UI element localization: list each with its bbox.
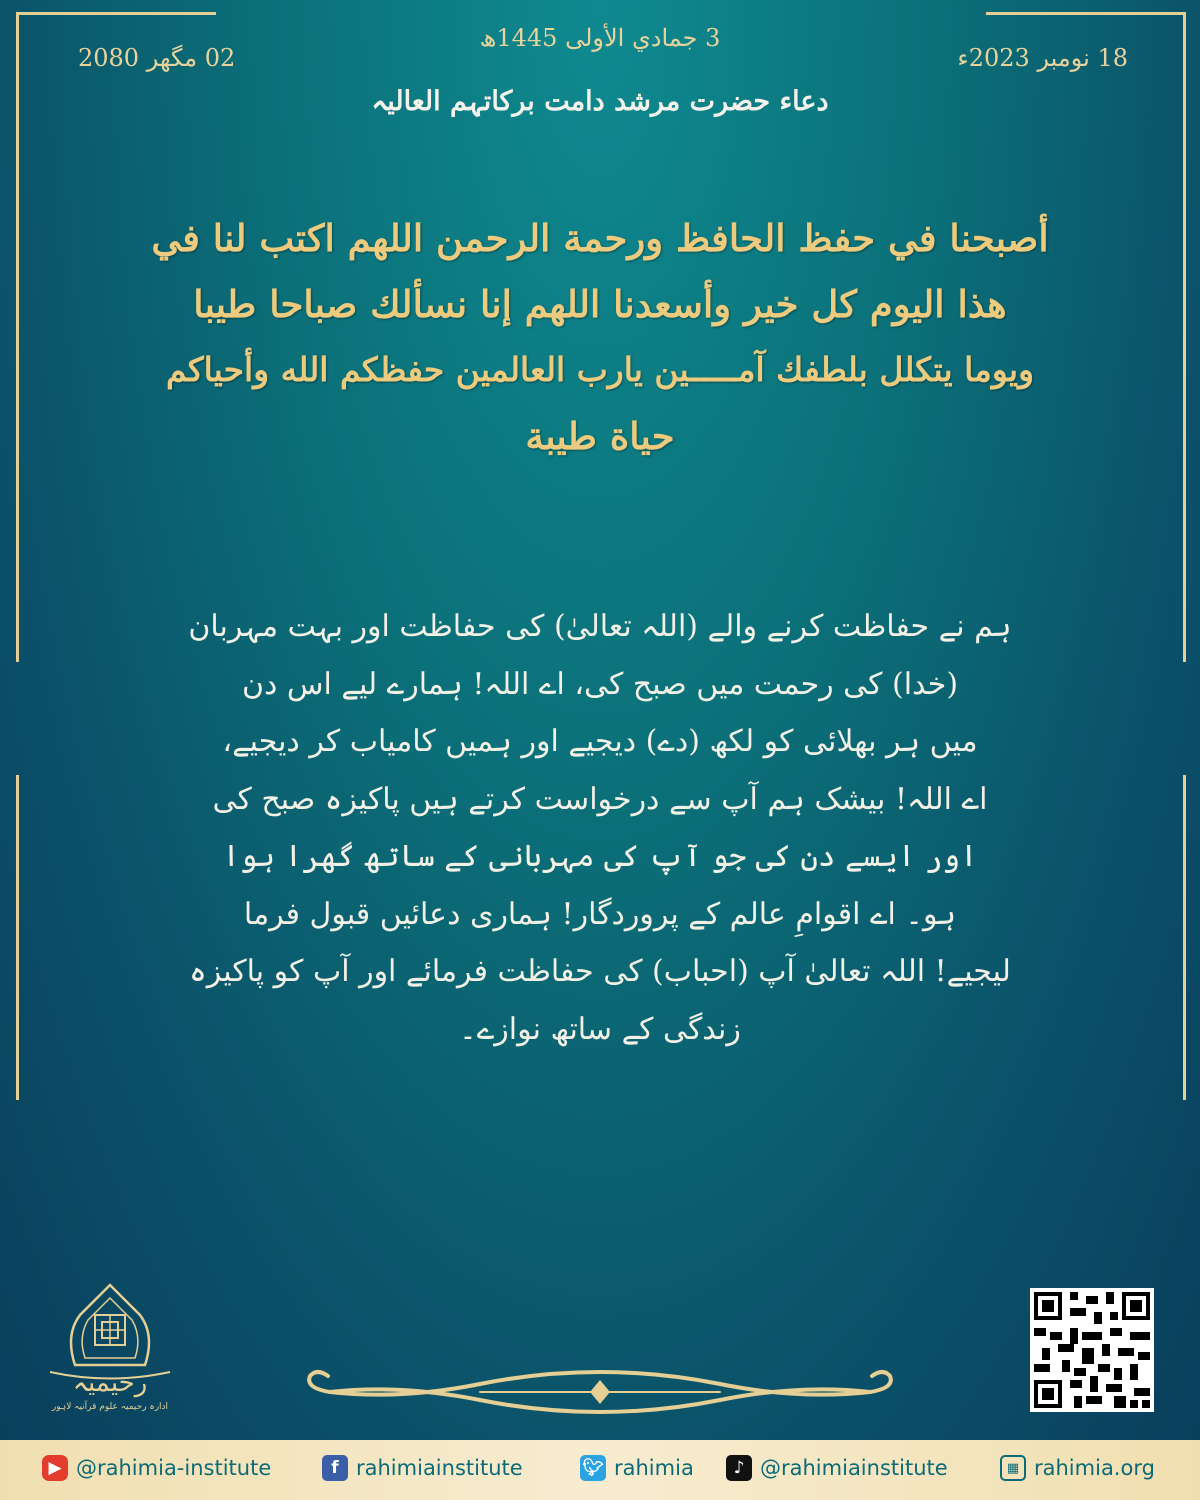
facebook-link[interactable] (322, 1455, 523, 1481)
qr-website-icon: ▦ (1000, 1455, 1026, 1481)
arabic-line: حياة طيبة (525, 414, 675, 458)
youtube-handle: @rahimia-institute (76, 1456, 272, 1480)
qr-code[interactable] (1030, 1288, 1154, 1412)
frame-top-left (16, 12, 216, 15)
ornament-divider-icon (300, 1362, 900, 1422)
youtube-icon: ▶ (42, 1455, 68, 1481)
frame-left-lower (16, 775, 19, 1100)
tiktok-link[interactable] (726, 1455, 948, 1481)
institute-logo (40, 1280, 180, 1420)
arabic-line: ويوما يتكلل بلطفك آمـــــين يارب العالمين حفظكم الله وأحياكم (165, 350, 1035, 389)
bikrami-date: 02 مگھر 2080 (78, 44, 236, 72)
urdu-line: زندگی کے ساتھ نوازے۔ (459, 1011, 741, 1047)
social-footer (0, 1440, 1200, 1500)
arabic-dua (70, 205, 1130, 469)
website-link[interactable] (1000, 1455, 1155, 1481)
facebook-handle: rahimiainstitute (356, 1456, 523, 1480)
facebook-icon: f (322, 1455, 348, 1481)
youtube-link[interactable] (42, 1455, 271, 1481)
logo-tagline: ادارہ رحیمیہ علوم قرآنیہ لاہور (51, 1402, 169, 1412)
logo-emblem-icon (40, 1280, 180, 1420)
frame-top-right (986, 12, 1186, 15)
urdu-translation (120, 598, 1080, 1058)
urdu-line: لیجیے! اللہ تعالیٰ آپ (احباب) کی حفاظت فرمائے اور آپ کو پاکیزہ (189, 954, 1011, 989)
twitter-link[interactable] (580, 1455, 694, 1481)
qr-code-icon (1034, 1292, 1150, 1408)
urdu-line: ہم نے حفاظت کرنے والے (اللہ تعالیٰ) کی حفاظت اور بہت مہربان (188, 609, 1012, 644)
logo-name: رحیمیہ (72, 1368, 148, 1398)
urdu-line: (خدا) کی رحمت میں صبح کی، اے اللہ! ہمارے لیے اس دن (241, 666, 959, 702)
arabic-line: أصبحنا في حفظ الحافظ ورحمة الرحمن اللهم اكتب لنا في (151, 216, 1049, 260)
urdu-line: اے اللہ! بیشک ہم آپ سے درخواست کرتے ہیں پاکیزہ صبح کی (212, 781, 988, 817)
arabic-line: هذا اليوم كل خير وأسعدنا اللهم إنا نسألك صباحا طيبا (193, 282, 1007, 326)
twitter-icon: 🐦︎ (580, 1455, 606, 1481)
page-title: دعاء حضرت مرشد دامت برکاتہم العالیہ (371, 86, 829, 117)
urdu-line: ہو۔ اے اقوامِ عالم کے پروردگار! ہماری دعائیں قبول فرما (243, 896, 957, 932)
tiktok-handle: @rahimiainstitute (760, 1456, 948, 1480)
urdu-line: میں ہر بھلائی کو لکھ (دے) دیجیے اور ہمیں کامیاب کر دیجیے، (222, 724, 978, 759)
twitter-handle: rahimia (614, 1456, 694, 1480)
website-url: rahimia.org (1034, 1456, 1155, 1480)
gregorian-date: 18 نومبر 2023ء (957, 44, 1128, 72)
tiktok-icon: ♪ (726, 1455, 752, 1481)
frame-right-lower (1183, 775, 1186, 1100)
hijri-date: 3 جمادي الأولى 1445ھ (479, 24, 721, 52)
urdu-line: اور ایسے دن کی جو آپ کی مہربانی کے ساتھ گھرا ہوا (222, 839, 978, 874)
